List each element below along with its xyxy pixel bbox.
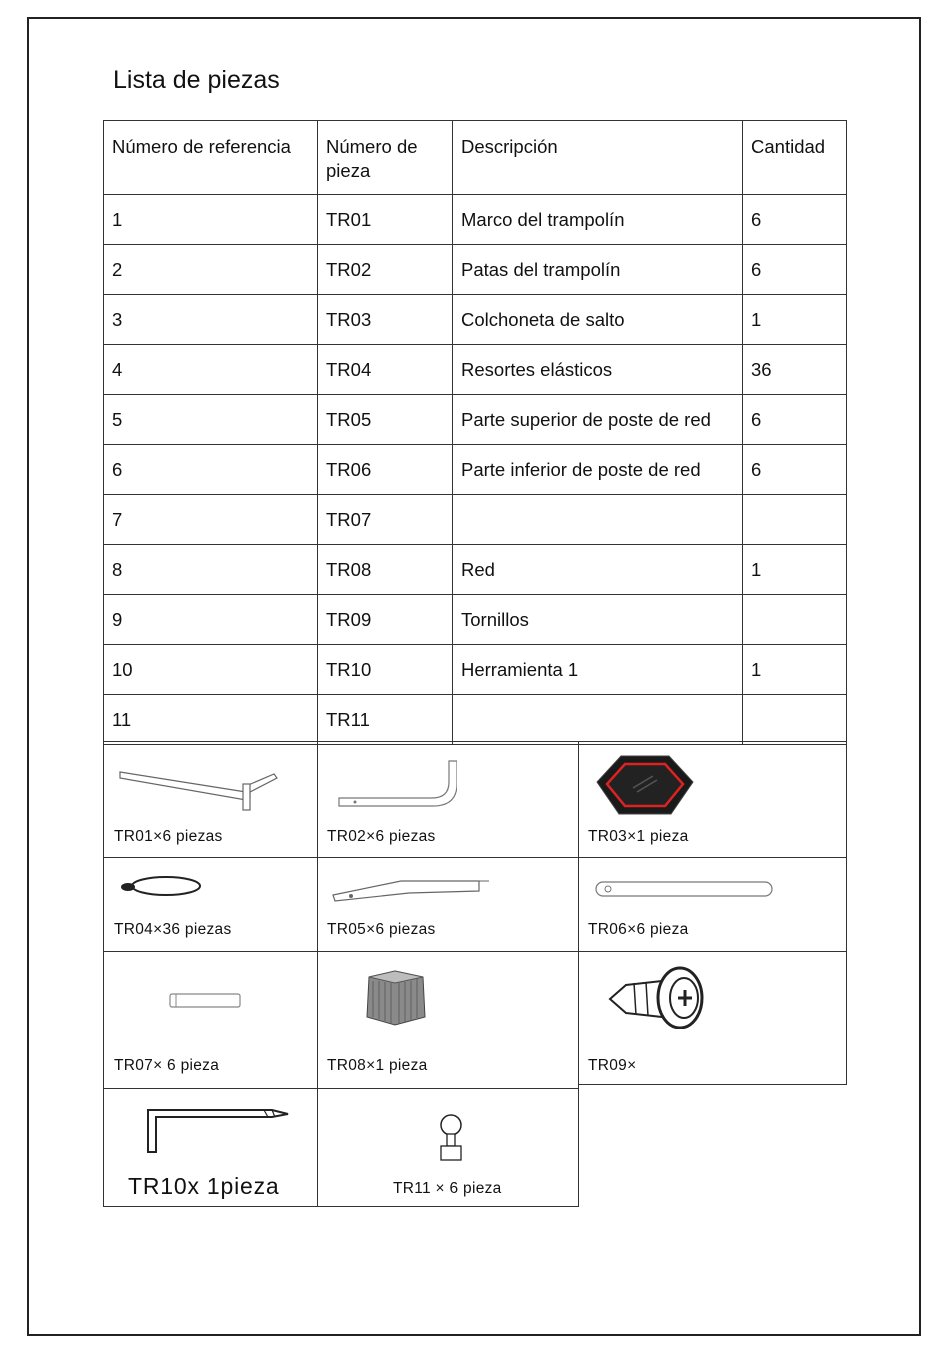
cell-desc: Patas del trampolín <box>453 245 743 295</box>
caption-tr07: TR07× 6 pieza <box>114 1057 220 1074</box>
table-row <box>104 645 847 695</box>
cell-part: TR05 <box>318 395 453 445</box>
cell-ref: 11 <box>104 695 318 745</box>
cell-part: TR09 <box>318 595 453 645</box>
leg-tube-icon <box>337 758 457 814</box>
table-row <box>104 245 847 295</box>
cell-part: TR02 <box>318 245 453 295</box>
table-row <box>104 345 847 395</box>
elastic-spring-icon <box>118 873 208 899</box>
cell-ref: 6 <box>104 445 318 495</box>
caption-tr06: TR06×6 pieza <box>588 921 689 938</box>
cell-ref: 8 <box>104 545 318 595</box>
table-row <box>104 195 847 245</box>
caption-tr01: TR01×6 piezas <box>114 828 223 845</box>
table-row <box>104 495 847 545</box>
header-reference-number: Número de referencia <box>104 121 318 195</box>
illustration-cell-tr10 <box>103 1088 318 1207</box>
cell-part: TR08 <box>318 545 453 595</box>
cell-ref: 4 <box>104 345 318 395</box>
table-row <box>104 445 847 495</box>
cell-desc <box>453 695 743 745</box>
cell-qty: 6 <box>743 445 847 495</box>
table-row <box>104 545 847 595</box>
table-row <box>104 595 847 645</box>
cell-ref: 10 <box>104 645 318 695</box>
caption-tr03: TR03×1 pieza <box>588 828 689 845</box>
illustration-cell-tr06 <box>578 857 847 952</box>
cell-ref: 5 <box>104 395 318 445</box>
cell-part: TR10 <box>318 645 453 695</box>
cell-desc: Parte superior de poste de red <box>453 395 743 445</box>
cell-qty: 6 <box>743 245 847 295</box>
cell-part: TR06 <box>318 445 453 495</box>
illustration-cell-tr04 <box>103 857 318 952</box>
table-row <box>104 695 847 745</box>
pole-cap-icon <box>437 1112 467 1164</box>
cell-qty: 1 <box>743 295 847 345</box>
header-description: Descripción <box>453 121 743 195</box>
caption-tr05: TR05×6 piezas <box>327 921 436 938</box>
net-icon <box>359 967 431 1029</box>
cell-part: TR07 <box>318 495 453 545</box>
illustration-cell-tr03 <box>578 741 847 858</box>
cell-part: TR04 <box>318 345 453 395</box>
caption-tr04: TR04×36 piezas <box>114 921 232 938</box>
header-quantity: Cantidad <box>743 121 847 195</box>
cell-desc: Parte inferior de poste de red <box>453 445 743 495</box>
cell-ref: 9 <box>104 595 318 645</box>
page-title: Lista de piezas <box>113 66 280 94</box>
caption-tr08: TR08×1 pieza <box>327 1057 428 1074</box>
illustration-cell-tr01 <box>103 741 318 858</box>
table-header-row <box>104 121 847 195</box>
table-row <box>104 295 847 345</box>
caption-tr09: TR09× <box>588 1057 637 1074</box>
cell-desc: Marco del trampolín <box>453 195 743 245</box>
cell-qty <box>743 595 847 645</box>
table-row <box>104 395 847 445</box>
frame-tube-icon <box>116 762 281 812</box>
cell-desc: Colchoneta de salto <box>453 295 743 345</box>
cell-ref: 3 <box>104 295 318 345</box>
cell-qty <box>743 695 847 745</box>
cell-qty: 6 <box>743 395 847 445</box>
jump-mat-icon <box>593 752 698 818</box>
cell-qty: 6 <box>743 195 847 245</box>
cell-qty: 1 <box>743 645 847 695</box>
cell-ref: 7 <box>104 495 318 545</box>
illustration-cell-tr07 <box>103 951 318 1089</box>
header-part-number: Número de pieza <box>318 121 453 195</box>
cell-desc <box>453 495 743 545</box>
cell-desc: Red <box>453 545 743 595</box>
illustration-cell-tr08 <box>317 951 579 1089</box>
cell-ref: 1 <box>104 195 318 245</box>
cell-part: TR11 <box>318 695 453 745</box>
cell-ref: 2 <box>104 245 318 295</box>
net-pole-top-icon <box>329 873 499 905</box>
cell-desc: Resortes elásticos <box>453 345 743 395</box>
cell-desc: Herramienta 1 <box>453 645 743 695</box>
allen-key-icon <box>142 1104 292 1164</box>
cell-desc: Tornillos <box>453 595 743 645</box>
cell-qty: 1 <box>743 545 847 595</box>
illustration-cell-tr02 <box>317 741 579 858</box>
illustration-cell-tr05 <box>317 857 579 952</box>
screw-icon <box>606 963 716 1029</box>
caption-tr10: TR10x 1pieza <box>128 1173 280 1199</box>
caption-tr02: TR02×6 piezas <box>327 828 436 845</box>
cell-qty: 36 <box>743 345 847 395</box>
illustration-cell-tr09 <box>578 951 847 1085</box>
cell-qty <box>743 495 847 545</box>
illustration-cell-tr11 <box>317 1088 579 1207</box>
parts-table <box>103 120 847 745</box>
caption-tr11: TR11 × 6 pieza <box>393 1180 502 1197</box>
cell-part: TR01 <box>318 195 453 245</box>
net-pole-bottom-icon <box>592 879 777 901</box>
cell-part: TR03 <box>318 295 453 345</box>
connector-tube-icon <box>168 991 244 1011</box>
